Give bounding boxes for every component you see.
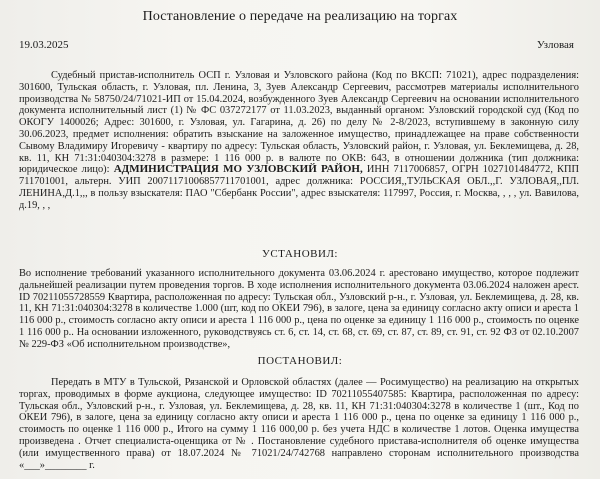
resolved-heading: ПОСТАНОВИЛ: <box>257 355 343 367</box>
document-title: Постановление о передаче на реализацию на торгах <box>142 9 458 24</box>
debtor-name: АДМИНИСТРАЦИЯ МО УЗЛОВСКИЙ РАЙОН, <box>113 163 363 176</box>
intro-text: Судебный пристав-исполнитель ОСП г. Узловая и Узловского района (Код по ВКСП: 71021), адрес подразделения: 301600, Тульская область, г. Узловая, пл. Ленина, 3, Зуев Александр Сергеевич, рассмотрев материалы исполнительного производства № 58750/24/71021-ИП от 15.04.2024, возбужденного Зуев Александр Сергеевич на основании исполнительного документа исполнительный лист (1) № ФС 037272177 от 11.03.2023, выданный органом: Узловский городской суд (Код по ОКОГУ 1400026; Адрес: 301600, г. Узловая, ул. Гагарина, д. 26) по делу № 2-8/2023, вступившему в законную силу 30.06.2023, предмет исполнения: обратить взыскание на заложенное имущество, принадлежащее на праве собственности Сывому Владимиру Игоревичу - квартиру по адресу: Тульская область, Узловский район, г. Узловая, ул. Беклемищева, д. 28, кв. 11, КН 71:31:040304:3278 в размере: 1 116 000 р. в валюте по ОКВ: 643, в отношении должника (тип должника: юридическое лицо): <box>19 70 579 176</box>
intro-paragraph <box>19 70 579 212</box>
resolved-paragraph: Передать в МТУ в Тульской, Рязанской и Орловской областях (далее — Росимущество) на реализацию на открытых торгах, проводимых в форме аукциона, следующее имущество: ID 70211055407585: Квартира, расположенная по адресу: Тульская обл., Узловский р-н., г. Узловая, ул. Беклемищева, д. 28, кв. 11, КН 71:31:040304:3278 в количестве 1 (шт., Код по ОКЕИ 796), в залоге, цена за единицу согласно акту описи и ареста 1 116 000 р., цена по оценке за единицу 1 116 000 р., стоимость по оценке 1 116 000 р., Итого на сумму 1 116 000,00 р. без учета НДС в количестве 1 лотов. Оценка имущества произведена . Отчет специалиста-оценщика от № . Постановление судебного пристава-исполнителя об оценке имущества (или имущественного права) от 18.07.2024 № 71021/24/742768 направлено сторонам исполнительного производства «___»________ г. <box>19 377 579 471</box>
established-paragraph: Во исполнение требований указанного исполнительного документа 03.06.2024 г. арестовано имущество, которое подлежит дальнейшей реализации путем проведения торгов. В ходе исполнения исполнительного документа 03.06.2024 наложен арест. ID 70211055728559 Квартира, расположенная по адресу: Тульская обл., Узловский р-н., г. Узловая, ул. Беклемищева, д. 28, кв. 11, КН 71:31:040304:3278 в количестве 1.000 (шт, код по ОКЕИ 796), в залоге, цена за единицу согласно акту описи и ареста 1 116 000 р., стоимость согласно акту описи и ареста 1 116 000 р., цена по оценке за единицу 1 116 000 р., стоимость по оценке 1 116 000 р.. На основании изложенного, руководствуясь ст. 6, ст. 14, ст. 68, ст. 69, ст. 87, ст. 89, ст. 91, ст. 92 ФЗ от 02.10.2007 № 229-ФЗ «Об исполнительном производстве», <box>19 268 579 350</box>
established-heading: УСТАНОВИЛ: <box>262 248 338 260</box>
document-date: 19.03.2025 <box>19 39 69 51</box>
document-city: Узловая <box>536 39 574 51</box>
debtor-details: ИНН 7117006857, ОГРН 1027101484772, КПП 711701001, альтерн. УИП 2007117100685771170100​1, адрес должника: РОССИЯ,,ТУЛЬСКАЯ ОБЛ.,,Г. УЗЛОВАЯ,,ПЛ. ЛЕНИНА,Д.1,,, в пользу взыскателя: ПАО "Сбербанк России", адрес взыскателя: 117997, Россия, г. Москва, , , , ул. Вавилова, д.19, , , <box>19 164 579 211</box>
